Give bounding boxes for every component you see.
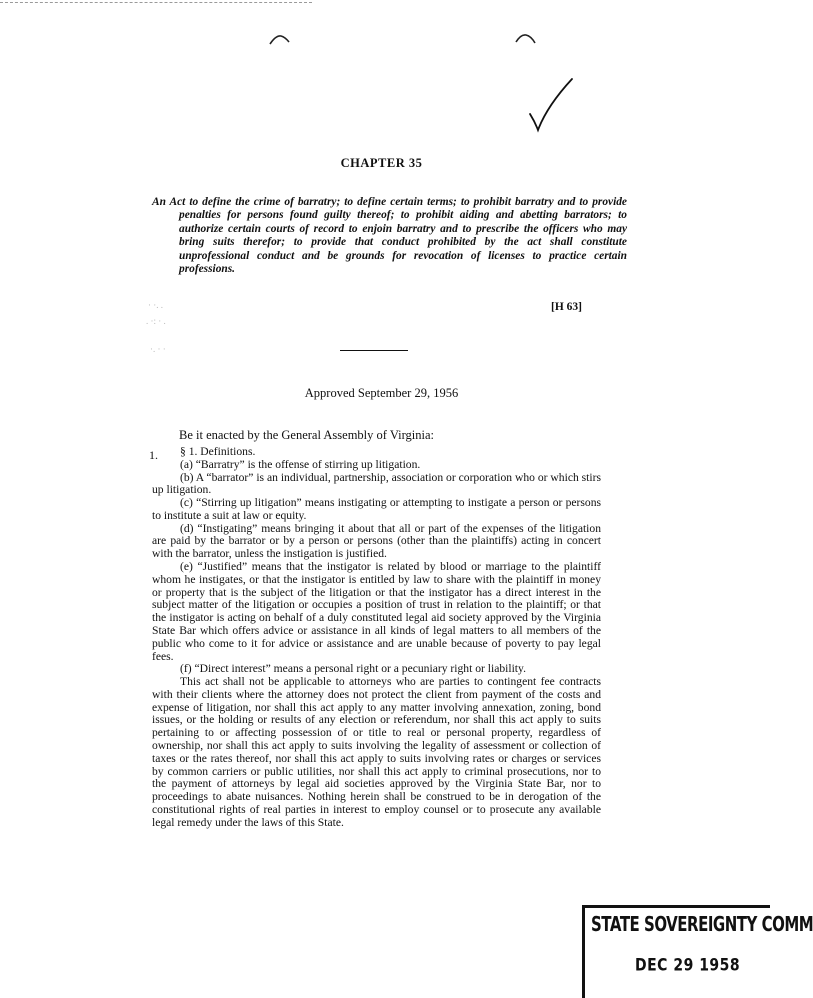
- chapter-heading: CHAPTER 35: [340, 156, 423, 170]
- statute-body: [152, 446, 601, 829]
- scan-speckle: ·. · ·: [150, 344, 166, 354]
- definition-paragraph: (c) “Stirring up litigation” means instigating or attempting to instigate a person or persons to institute a suit at law or equity.: [152, 496, 601, 522]
- divider-rule: [340, 350, 408, 351]
- stamp-date: DEC 29 1958: [635, 956, 741, 976]
- enacting-clause: Be it enacted by the General Assembly of Virginia:: [179, 428, 434, 442]
- checkmark-icon: [527, 76, 575, 134]
- exemption-paragraph: This act shall not be applicable to attorneys who are parties to contingent fee contracts with their clients where the attorney does not protect the client from payment of the costs and expense of litigation, nor shall this act apply to any matter involving annexation, zoning, bond issues, or the holding or results of any election or referendum, nor shall this act apply to suits pertaining to or affecting possession of or title to real or personal property, regardless of ownership, nor shall this act apply to suits involving the legality of assessment or collection of taxes or the rates thereof, nor shall this act apply to suits involving rates or charges or services by common carriers or public utilities, nor shall this act apply to criminal prosecutions, nor to the payment of attorneys by legal aid societies approved by the Virginia State Bar, nor to proceedings to abate nuisances. Nothing herein shall be construed to be in derogation of the constitutional rights of real parties in interest to employ counsel or to prosecute any available legal remedy under the laws of this State.: [152, 675, 601, 829]
- approval-date: Approved September 29, 1956: [304, 386, 459, 400]
- section-heading: § 1. Definitions.: [180, 445, 256, 458]
- definition-paragraph: (d) “Instigating” means bringing it about that all or part of the expenses of the litigation are paid by the barrator or by a person or persons (other than the plaintiffs) acting in concert with the barrator, unless the instigation is justified.: [152, 521, 601, 561]
- stamp-agency: STATE SOVEREIGNTY COMM: [591, 912, 813, 937]
- definition-paragraph: (a) “Barratry” is the offense of stirring up litigation.: [180, 457, 421, 471]
- bill-number: [H 63]: [551, 301, 582, 313]
- definition-paragraph: (e) “Justified” means that the instigator is related by blood or marriage to the plaintiff whom he instigates, or that the instigator is entitled by law to share with the plaintiff in money or property that is the subject of the litigation or that the instigator has a direct interest in the subject matter of the litigation or occupies a position of trust in relation to the plaintiff; or that the instigator is acting on behalf of a duly constituted legal aid society approved by the Virginia State Bar which offers advice or assistance in all kinds of legal matters to all members of the public who come to it for advice or assistance and are unable because of poverty to pay legal fees.: [152, 560, 601, 663]
- definition-paragraph: (f) “Direct interest” means a personal right or a pecuniary right or liability.: [180, 662, 526, 676]
- top-dashed-border: [0, 2, 312, 3]
- section-number: 1.: [149, 448, 158, 462]
- definition-paragraph: (b) A “barrator” is an individual, partnership, association or corporation who or which stirs up litigation.: [152, 470, 601, 497]
- punch-mark-right: [514, 32, 538, 46]
- punch-mark-left: [268, 33, 292, 47]
- scan-speckle: · ·. .: [148, 300, 163, 310]
- act-title: An Act to define the crime of barratry; to define certain terms; to prohibit barratry and to provide penalties for persons found guilty thereof; to prohibit aiding and abetting barrators; to authorize certain courts of record to enjoin barratry and to prescribe the officers who may bring suits therefor; to provide that conduct prohibited by the act shall constitute unprofessional conduct and be grounds for revocation of licenses to practice certain professions.: [152, 196, 627, 276]
- scan-speckle: . ·: · .: [146, 316, 166, 326]
